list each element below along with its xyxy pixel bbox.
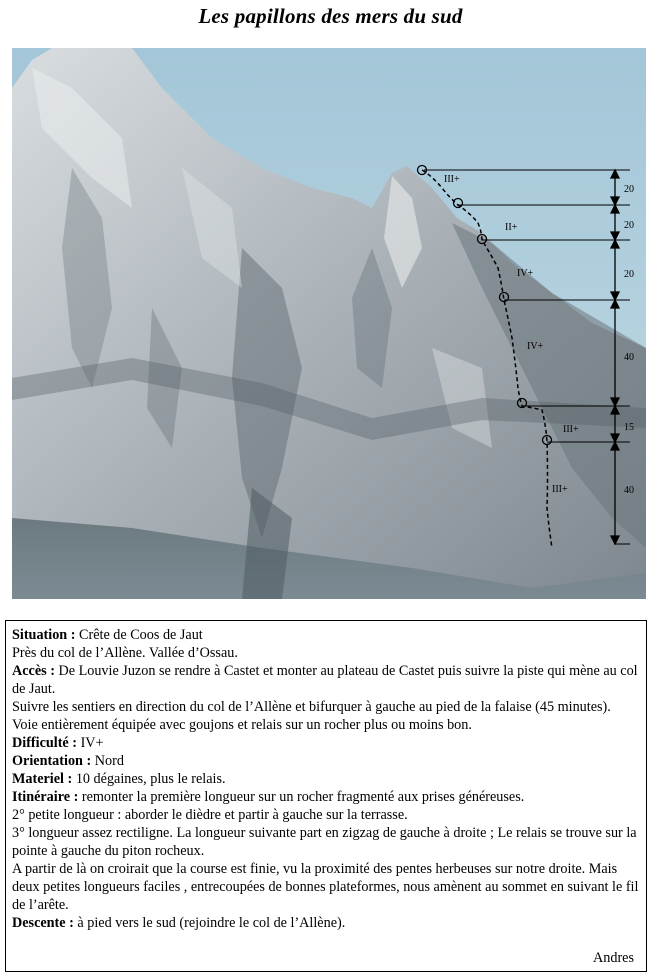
acces-detail: Suivre les sentiers en direction du col de l’Allène et bifurquer à gauche au pied de la falaise (45 minutes). — [12, 699, 611, 715]
difficulte-label: Difficulté : — [12, 735, 78, 751]
descente-label: Descente : — [12, 915, 74, 931]
grade-label: IV+ — [527, 341, 544, 352]
grade-label: III+ — [444, 174, 460, 185]
situation-detail: Près du col de l’Allène. Vallée d’Ossau. — [12, 645, 238, 661]
itineraire-step-4: A partir de là on croirait que la course est finie, vu la proximité des pentes herbeuses sur notre droite. Mais deux petites longueurs faciles , entrecoupées de bonnes plateformes, nous amènent au sommet en suivant le fil de l’arête. — [12, 861, 639, 913]
length-label: 40 — [624, 352, 634, 363]
grade-label: III+ — [552, 484, 568, 495]
grade-label: II+ — [505, 222, 518, 233]
grade-label: IV+ — [517, 268, 534, 279]
acces-label: Accès : — [12, 663, 55, 679]
orientation-value: Nord — [91, 753, 124, 769]
orientation-label: Orientation : — [12, 753, 92, 769]
itineraire-step-3: 3° longueur assez rectiligne. La longueur suivante part en zigzag de gauche à droite ; Le relais se trouve sur la pointe à gauche du piton rocheux. — [12, 825, 637, 859]
page-title: Les papillons des mers du sud — [198, 4, 463, 28]
acces-equipment: Voie entièrement équipée avec goujons et relais sur un rocher plus ou moins bon. — [12, 717, 472, 733]
situation-value: Crête de Coos de Jaut — [75, 627, 203, 643]
acces-line — [12, 662, 640, 698]
situation-line — [12, 626, 640, 644]
acces-value: De Louvie Juzon se rendre à Castet et monter au plateau de Castet puis suivre la piste qui mène au col de Jaut. — [12, 663, 638, 697]
itineraire-line — [12, 788, 640, 806]
route-info-box — [5, 620, 647, 972]
itineraire-value: remonter la première longueur sur un rocher fragmenté aux prises généreuses. — [78, 789, 525, 805]
author-signature: Andres — [593, 950, 634, 966]
cliff-topo-photo — [12, 48, 646, 599]
materiel-value: 10 dégaines, plus le relais. — [72, 771, 226, 787]
grade-label: III+ — [563, 424, 579, 435]
materiel-line — [12, 770, 640, 788]
itineraire-step-2: 2° petite longueur : aborder le dièdre et partir à gauche sur la terrasse. — [12, 807, 408, 823]
situation-label: Situation : — [12, 627, 76, 643]
descente-line — [12, 914, 640, 932]
difficulte-value: IV+ — [77, 735, 104, 751]
descente-value: à pied vers le sud (rejoindre le col de l’Allène). — [73, 915, 346, 931]
itineraire-label: Itinéraire : — [12, 789, 79, 805]
difficulte-line — [12, 734, 640, 752]
length-label: 20 — [624, 269, 634, 280]
orientation-line — [12, 752, 640, 770]
length-label: 20 — [624, 184, 634, 195]
materiel-label: Materiel : — [12, 771, 73, 787]
length-label: 15 — [624, 422, 634, 433]
length-label: 20 — [624, 220, 634, 231]
length-label: 40 — [624, 485, 634, 496]
